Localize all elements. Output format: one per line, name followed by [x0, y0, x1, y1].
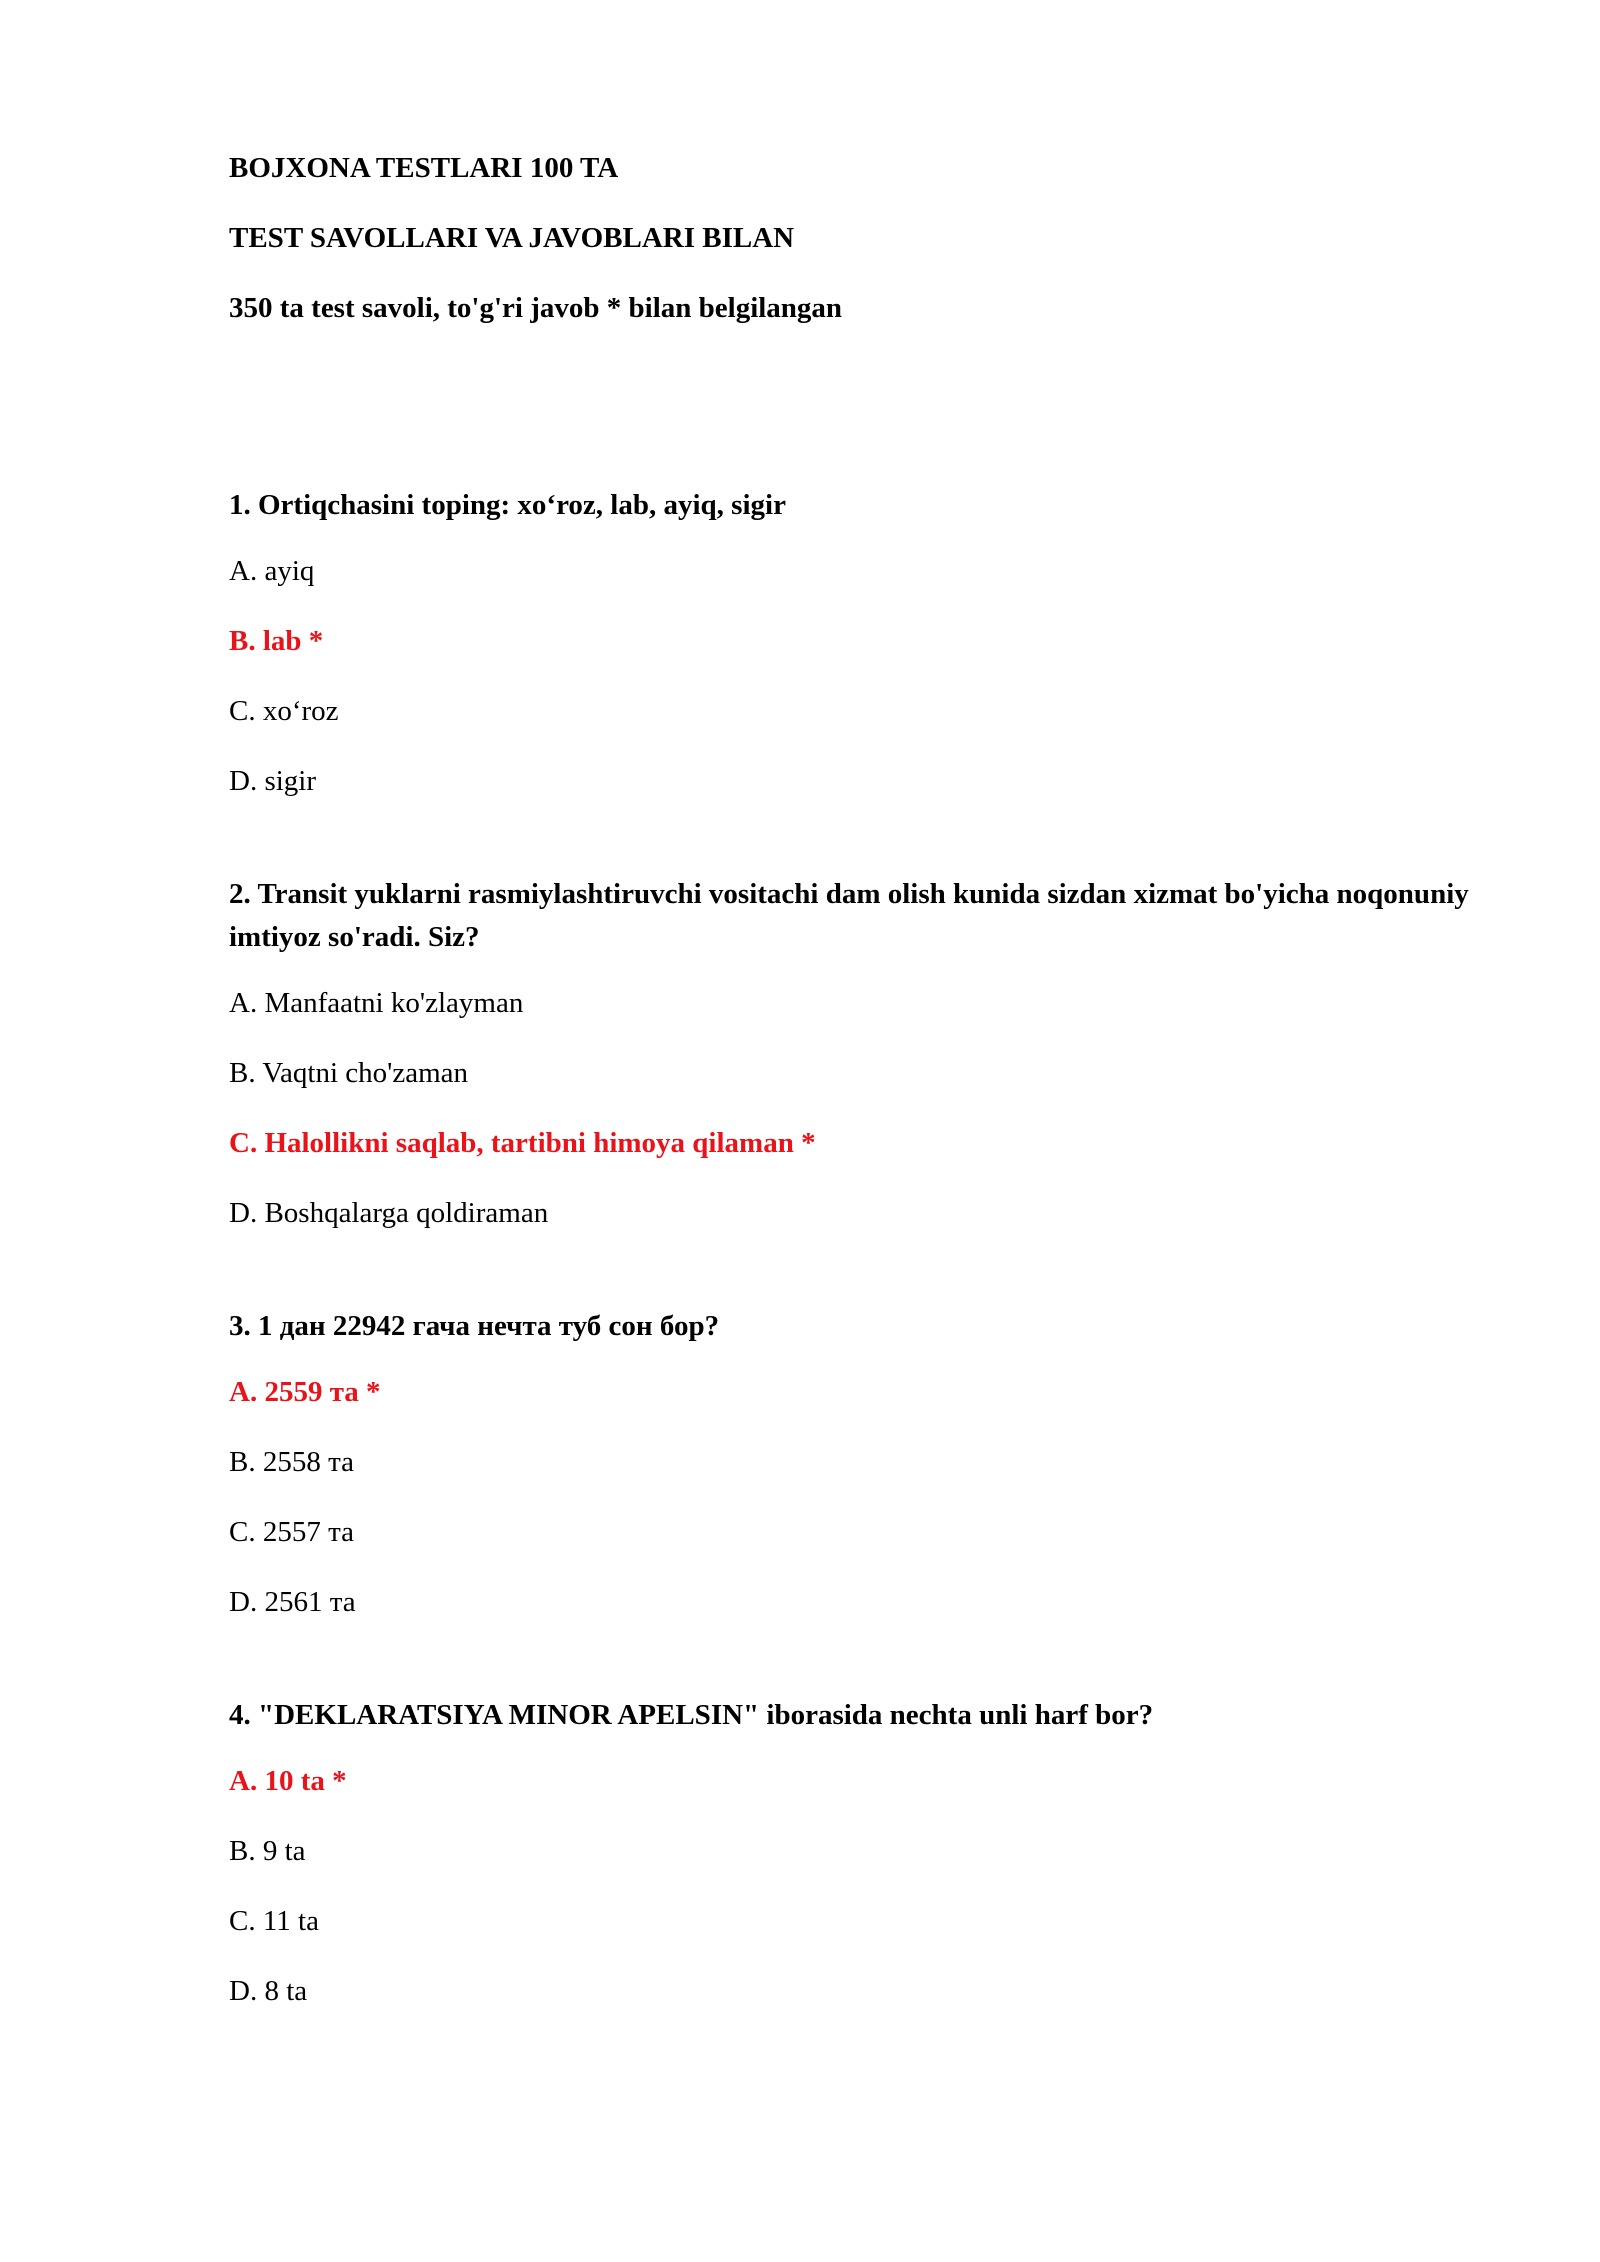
answer-option-b-correct: B. lab * — [229, 625, 324, 657]
answer-option-b: B. 2558 та — [229, 1446, 354, 1478]
document-subtitle: TEST SAVOLLARI VA JAVOBLARI BILAN — [229, 222, 795, 254]
question-text: 2. Transit yuklarni rasmiylashtiruvchi vositachi dam olish kunida sizdan xizmat bo'yicha noqonuniy imtiyoz so'radi. Siz? — [229, 878, 1469, 953]
answer-option-d: D. Boshqalarga qoldiraman — [229, 1197, 549, 1229]
answer-option-a-correct: A. 2559 та * — [229, 1376, 381, 1408]
question-2 — [229, 873, 1469, 1231]
answer-option-d: D. 8 ta — [229, 1975, 308, 2007]
question-text: 1. Ortiqchasini toping: xo‘roz, lab, ayiq, sigir — [229, 489, 786, 521]
answer-option-a: A. ayiq — [229, 555, 315, 587]
answer-option-a: A. Manfaatni ko'zlayman — [229, 987, 524, 1019]
answer-option-c-correct: C. Halollikni saqlab, tartibni himoya qilaman * — [229, 1127, 816, 1159]
question-1 — [229, 484, 1469, 799]
question-3 — [229, 1305, 1469, 1620]
answer-option-c: C. 2557 та — [229, 1516, 354, 1548]
answer-option-b: B. Vaqtni cho'zaman — [229, 1057, 469, 1089]
answer-option-a-correct: A. 10 ta * — [229, 1765, 347, 1797]
question-text: 4. "DEKLARATSIYA MINOR APELSIN" iborasida nechta unli harf bor? — [229, 1699, 1154, 1731]
document-title: BOJXONA TESTLARI 100 TA — [229, 152, 619, 184]
answer-option-d: D. sigir — [229, 765, 316, 797]
document-note: 350 ta test savoli, to'g'ri javob * bilan belgilangan — [229, 292, 843, 324]
document-page — [229, 150, 1469, 2083]
answer-option-c: C. 11 ta — [229, 1905, 319, 1937]
question-text: 3. 1 дан 22942 гача нечта туб сон бор? — [229, 1310, 720, 1342]
answer-option-c: C. xo‘roz — [229, 695, 339, 727]
answer-option-b: B. 9 ta — [229, 1835, 306, 1867]
question-4 — [229, 1694, 1469, 2009]
answer-option-d: D. 2561 та — [229, 1586, 356, 1618]
